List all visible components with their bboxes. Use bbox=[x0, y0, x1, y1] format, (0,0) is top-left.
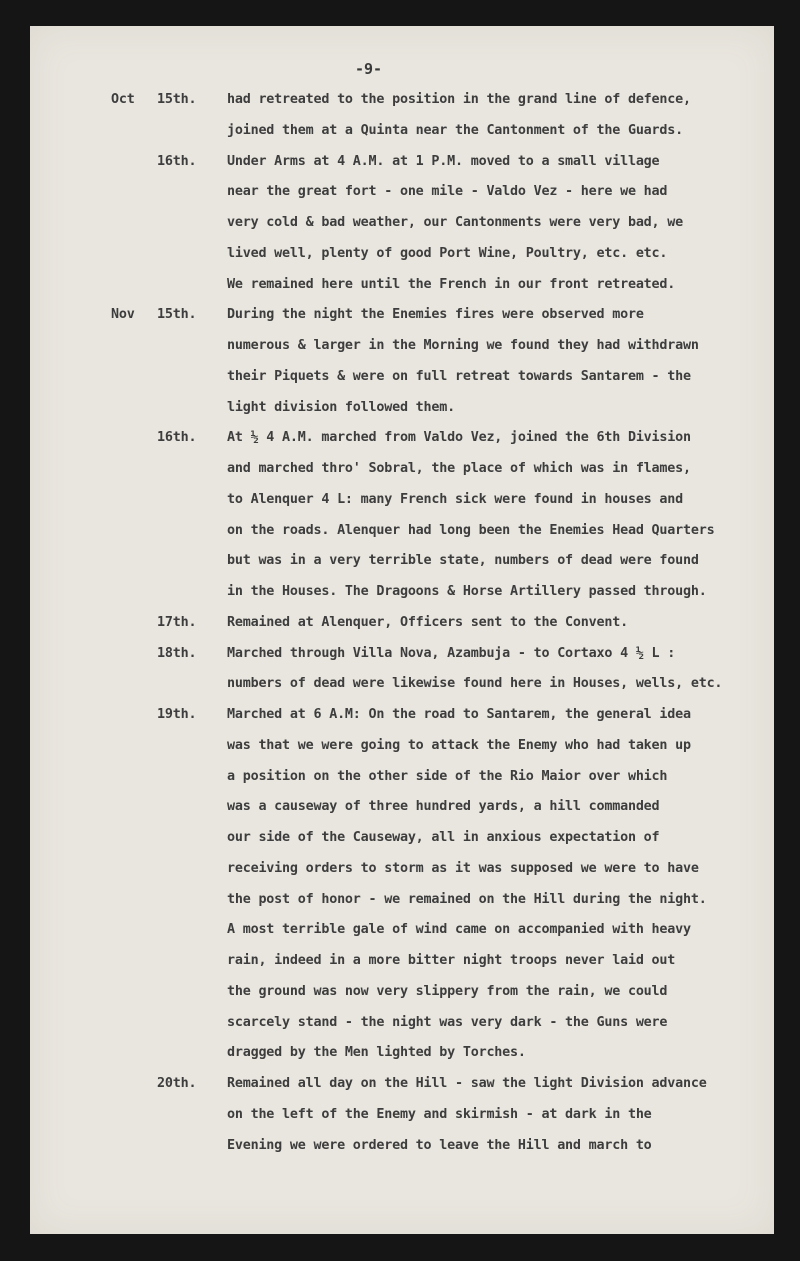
diary-line bbox=[0, 215, 800, 246]
entry-text: a position on the other side of the Rio Maior over which bbox=[227, 768, 668, 784]
entry-text: receiving orders to storm as it was supposed we were to have bbox=[227, 860, 699, 876]
entry-text: numbers of dead were likewise found here in Houses, wells, etc. bbox=[227, 676, 723, 692]
diary-line bbox=[0, 676, 800, 707]
entry-text: Remained at Alenquer, Officers sent to the Convent. bbox=[227, 614, 628, 630]
diary-line bbox=[0, 338, 800, 369]
diary-line bbox=[0, 1015, 800, 1046]
diary-line bbox=[0, 707, 800, 738]
entry-text: on the roads. Alenquer had long been the Enemies Head Quarters bbox=[227, 522, 715, 538]
entry-text: dragged by the Men lighted by Torches. bbox=[227, 1045, 526, 1061]
page-number: -9- bbox=[355, 60, 383, 78]
entry-day: 15th. bbox=[157, 92, 197, 107]
diary-line bbox=[0, 1045, 800, 1076]
diary-line bbox=[0, 400, 800, 431]
entry-text: rain, indeed in a more bitter night troops never laid out bbox=[227, 953, 676, 968]
entry-month: Nov bbox=[111, 307, 135, 323]
entry-text: Marched through Villa Nova, Azambuja - to Cortaxo 4 ½ L : bbox=[227, 645, 676, 661]
entry-text: Under Arms at 4 A.M. at 1 P.M. moved to a small village bbox=[227, 153, 660, 169]
entry-day: 18th. bbox=[157, 645, 197, 661]
diary-line bbox=[0, 369, 800, 400]
diary-line bbox=[0, 154, 800, 185]
entry-text: At ½ 4 A.M. marched from Valdo Vez, joined the 6th Division bbox=[227, 430, 691, 446]
diary-line bbox=[0, 584, 800, 615]
diary-line bbox=[0, 646, 800, 677]
diary-line bbox=[0, 184, 800, 215]
entry-day: 17th. bbox=[157, 614, 197, 630]
entry-text: Remained all day on the Hill - saw the light Division advance bbox=[227, 1076, 707, 1091]
entry-text: lived well, plenty of good Port Wine, Poultry, etc. etc. bbox=[227, 245, 668, 261]
entry-text: light division followed them. bbox=[227, 399, 455, 415]
diary-line bbox=[0, 953, 800, 984]
diary-line bbox=[0, 246, 800, 277]
entry-text: We remained here until the French in our front retreated. bbox=[227, 276, 676, 292]
diary-line bbox=[0, 615, 800, 646]
entry-text: was that we were going to attack the Enemy who had taken up bbox=[227, 737, 691, 753]
entry-text: Marched at 6 A.M: On the road to Santarem, the general idea bbox=[227, 707, 691, 722]
diary-line bbox=[0, 1076, 800, 1107]
entry-month: Oct bbox=[111, 92, 135, 107]
entry-text: and marched thro' Sobral, the place of which was in flames, bbox=[227, 461, 691, 476]
entry-text: but was in a very terrible state, numbers of dead were found bbox=[227, 553, 699, 569]
entry-day: 16th. bbox=[157, 430, 197, 446]
diary-line bbox=[0, 799, 800, 830]
entry-text: on the left of the Enemy and skirmish - at dark in the bbox=[227, 1106, 652, 1122]
entry-day: 15th. bbox=[157, 307, 197, 323]
entry-text: was a causeway of three hundred yards, a hill commanded bbox=[227, 799, 660, 815]
diary-line bbox=[0, 769, 800, 800]
entry-text: joined them at a Quinta near the Cantonment of the Guards. bbox=[227, 122, 683, 138]
diary-line bbox=[0, 553, 800, 584]
diary-line bbox=[0, 92, 800, 123]
diary-line bbox=[0, 1107, 800, 1138]
entry-text: A most terrible gale of wind came on accompanied with heavy bbox=[227, 922, 691, 938]
entry-day: 20th. bbox=[157, 1076, 197, 1091]
entry-day: 19th. bbox=[157, 707, 197, 722]
diary-line bbox=[0, 738, 800, 769]
diary-line bbox=[0, 1138, 800, 1169]
entry-text: their Piquets & were on full retreat towards Santarem - the bbox=[227, 368, 691, 384]
entry-text: the post of honor - we remained on the Hill during the night. bbox=[227, 891, 707, 907]
diary-line bbox=[0, 430, 800, 461]
entry-text: very cold & bad weather, our Cantonments were very bad, we bbox=[227, 215, 683, 230]
diary-line bbox=[0, 492, 800, 523]
entry-text: our side of the Causeway, all in anxious expectation of bbox=[227, 830, 660, 845]
diary-line bbox=[0, 922, 800, 953]
entry-text: During the night the Enemies fires were observed more bbox=[227, 307, 644, 323]
entry-text: the ground was now very slippery from the rain, we could bbox=[227, 983, 668, 999]
entry-text: in the Houses. The Dragoons & Horse Artillery passed through. bbox=[227, 584, 707, 599]
diary-line bbox=[0, 984, 800, 1015]
entry-text: near the great fort - one mile - Valdo Vez - here we had bbox=[227, 184, 668, 200]
entry-text: to Alenquer 4 L: many French sick were found in houses and bbox=[227, 491, 683, 507]
diary-line bbox=[0, 892, 800, 923]
entry-text: Evening we were ordered to leave the Hill and march to bbox=[227, 1137, 652, 1153]
diary-line bbox=[0, 461, 800, 492]
entry-day: 16th. bbox=[157, 153, 197, 169]
diary-line bbox=[0, 861, 800, 892]
diary-line bbox=[0, 523, 800, 554]
diary-line bbox=[0, 830, 800, 861]
diary-line bbox=[0, 307, 800, 338]
entry-text: had retreated to the position in the grand line of defence, bbox=[227, 92, 691, 107]
entry-text: numerous & larger in the Morning we found they had withdrawn bbox=[227, 338, 699, 353]
diary-line bbox=[0, 123, 800, 154]
diary-line bbox=[0, 277, 800, 308]
entry-text: scarcely stand - the night was very dark - the Guns were bbox=[227, 1014, 668, 1030]
